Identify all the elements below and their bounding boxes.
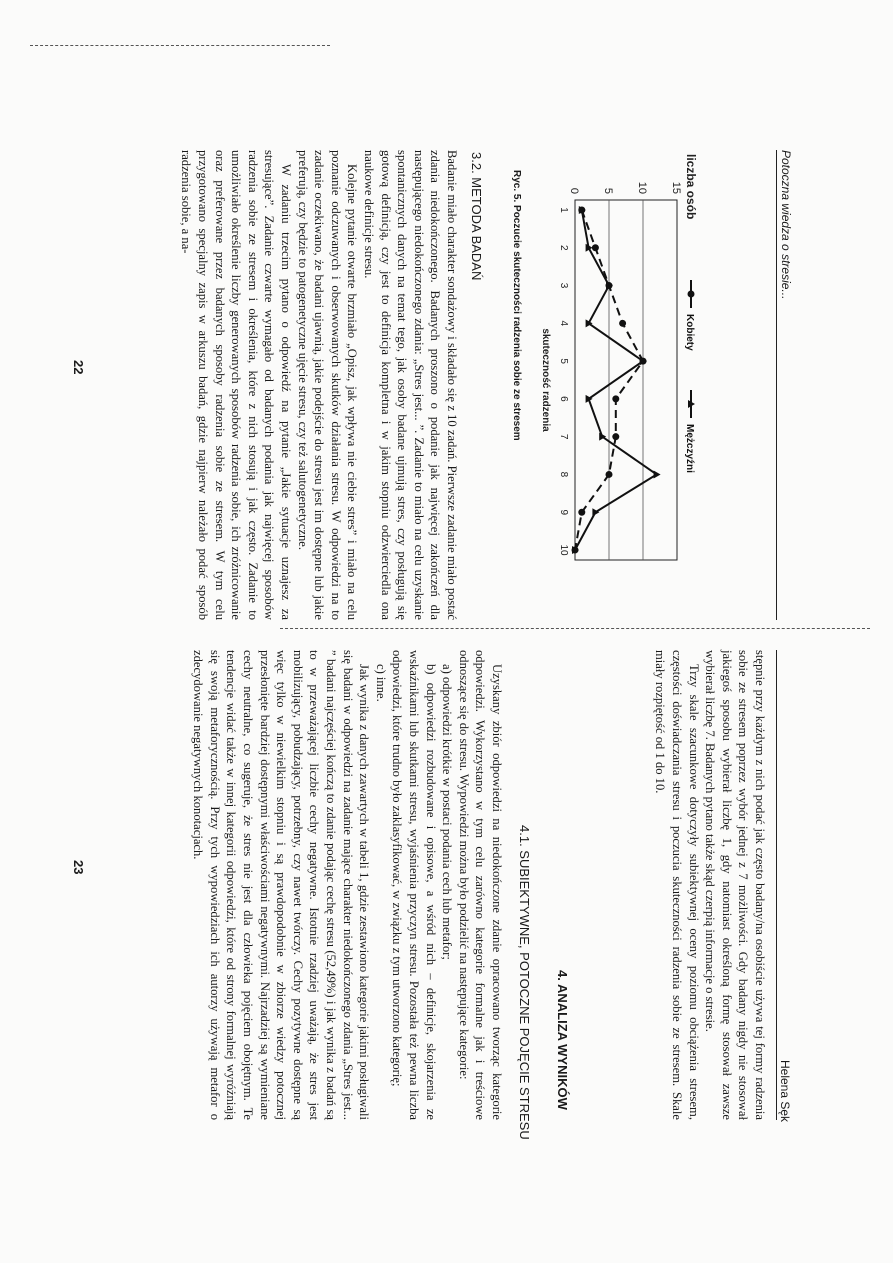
right-page-body-top — [652, 650, 768, 1120]
line-chart — [525, 150, 705, 570]
x-tick-label: 8 — [558, 471, 569, 478]
y-tick-label: 0 — [568, 187, 580, 194]
right-page-body-bottom — [190, 650, 505, 1120]
list-item: a) odpowiedzi krótkie w postaci podania cech lub metafor; — [440, 664, 455, 960]
data-point — [592, 244, 599, 251]
scan-margin-line — [30, 45, 330, 46]
plot-frame — [575, 200, 677, 560]
data-point — [619, 320, 626, 327]
y-tick-label: 15 — [670, 181, 682, 194]
x-tick-label: 1 — [558, 207, 569, 213]
x-tick-label: 4 — [558, 320, 569, 327]
running-header-left: Potoczna wiedza o stresie... — [779, 150, 793, 300]
legend-label: Kobiety — [684, 314, 695, 351]
header-rule-right — [776, 650, 777, 1120]
x-tick-label: 9 — [558, 509, 569, 516]
paragraph: Uzyskany zbiór odpowiedzi na niedokończone zdanie opracowano tworząc kategorie odpowiedzi. Wykorzystano w tym celu zarówno kategorie formalne jak i treściowe odnoszące się do stresu. Wypowiedzi można było podzielić na następujące kategorie: — [456, 650, 504, 1120]
series-line-mezczyzni — [575, 210, 657, 550]
paragraph: stępnie przy każdym z nich podać jak często badany/na osobiście używa tej formy radzenia sobie ze stresem poprzez wybór jednej z 7 możliwości. Gdy badany nigdy nie stosował jakiegoś sposobu wybierał liczbę 1, gdy natomiast określoną formę stosował zawsze wybierał liczbę 7. Badanych pytano także skąd czerpią informacje o stresie. — [703, 650, 767, 1120]
chapter-title: 4. ANALIZA WYNIKÓW — [555, 970, 570, 1110]
x-tick-label: 5 — [558, 358, 569, 364]
y-tick-label: 5 — [602, 187, 614, 194]
x-tick-label: 2 — [558, 244, 569, 251]
list-item: b) odpowiedzi rozbudowane i opisowe, a wśród nich – definicje, skojarzenia ze wskaźnikami lub skutkami stresu, wyjaśnienia przyczyn stresu. Pozostała też pewna liczba odpowiedzi, które trudno było zaklasyfikować, w związku z tym utworzono kategorię; — [390, 650, 438, 1120]
data-point — [578, 509, 585, 516]
section-title-method: 3.2. METODA BADAŃ — [469, 152, 484, 281]
x-axis-label: skuteczność radzenia — [540, 328, 551, 432]
scan-margin-line — [280, 628, 870, 629]
legend-marker — [688, 291, 695, 298]
x-tick-label: 7 — [558, 433, 569, 440]
x-tick-label: 10 — [558, 544, 569, 556]
data-point — [654, 470, 661, 478]
left-page-body — [178, 150, 460, 620]
y-tick-label: 10 — [636, 181, 648, 194]
running-header-right: Helena Sęk — [778, 1060, 792, 1123]
x-tick-label: 3 — [558, 282, 569, 289]
data-point — [612, 433, 619, 440]
x-tick-label: 6 — [558, 396, 569, 402]
header-rule-left — [776, 150, 777, 620]
legend-label: Mężczyźni — [684, 424, 695, 473]
figure-caption: Ryc. 5. Poczucie skuteczności radzenia sobie ze stresem — [511, 170, 522, 441]
figure-chart — [525, 150, 705, 570]
page-number-right: 23 — [71, 860, 86, 875]
paragraph: Badanie miało charakter sondażowy i składało się z 10 zadań. Pierwsze zadanie miało postać zdania niedokończonego. Badanych proszono o podanie jak najwięcej zakończeń dla następującego niedokończonego zdania: „Stres jest... ”. Zadanie to miało na celu uzyskanie spontanicznych danych na temat tego, jak osoby badane ujmują stres, czy posługują się gotową definicją, czy jest to definicja kompletna i w jakim stopniu odzwierciedla ona naukowe definicje stresu. — [362, 150, 459, 620]
data-point — [612, 395, 619, 402]
paragraph: Trzy skale szacunkowe dotyczyły subiektywnej oceny poziomu obciążenia stresem, częstości doświadczania stresu i poczucia skuteczności radzenia sobie ze stresem. Skale miały rozpiętość od 1 do 10. — [653, 650, 701, 1120]
list-item: c) inne. — [373, 664, 388, 702]
paragraph: W zadaniu trzecim pytano o odpowiedź na pytanie „Jakie sytuacje uznajesz za stresujące”. Zadanie czwarte wymagało od badanych podania jak najwięcej sposobów radzenia sobie ze stresem i określenia, które z nich stosują i jak często. Zadanie to umożliwiało określenie liczby generowanych sposobów radzenia sobie, ich zróżnicowanie oraz preferowane przez badanych sposoby radzenia sobie ze stresem. W tym celu przygotowano specjalny zapis w arkuszu badań, gdzie najpierw należało podać sposób radzenia sobie, a na- — [179, 150, 294, 620]
page-number-left: 22 — [71, 360, 86, 375]
paragraph: Jak wynika z danych zawartych w tabeli 1, gdzie zestawiono kategorie jakimi posługiwali się badani w odpowiedzi na zadanie mające charakter niedokończonego zdania „Stres jest... ” badani najczęściej kończą to zdanie podając cechę stresu (52,49%) i jak wynika z badań są to w przeważającej liczbie cechy negatywne. Istotnie rzadziej uważają, że stres jest mobilizujący, pobudzający, potrzebny, czy nawet twórczy. Cechy pozytywne dostępne są więc tylko w niewielkim stopniu i są prawdopodobnie w zbiorze wiedzy potocznej przesłonięte bardziej dostępnymi właściwościami negatywnymi. Najrzadziej są wymieniane cechy neutralne, co sugeruje, że stres nie jest dla człowieka pojęciem obojętnym. Te tendencje widać także w innej kategorii odpowiedzi, które od strony formalnej wyróżniają się swoją metaforycznością. Przy tych wypowiedziach ich autorzy używają metafor o zdecydowanie negatywnych konotacjach. — [191, 650, 372, 1120]
y-axis-label: liczba osób — [684, 154, 698, 220]
section-title-results: 4.1. SUBIEKTYWNE, POTOCZNE POJĘCIE STRESU — [517, 825, 532, 1140]
data-point — [606, 471, 613, 478]
paragraph: Kolejne pytanie otwarte brzmiało „Opisz, jak wpływa nie ciebie stres” i miało na celu poznanie odczuwanych i obserwowanych skutków działania stresu. W odpowiedzi na to zadanie oczekiwano, że badani ujawnią, jakie podejście do stresu jest im dostępne lub jakie preferują, czy będzie to patogenetyczne ujęcie stresu, czy też salutogenetyczne. — [295, 150, 360, 620]
